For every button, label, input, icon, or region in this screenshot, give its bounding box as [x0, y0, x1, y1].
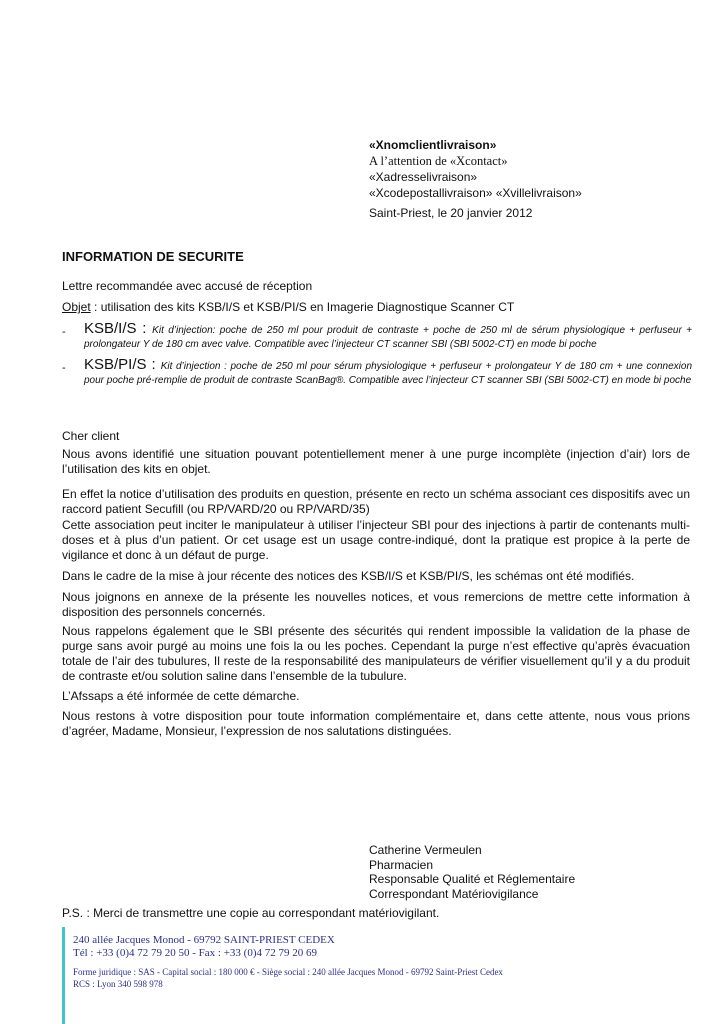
- signatory-role: Correspondant Matériovigilance: [369, 886, 539, 901]
- letter-date: Saint-Priest, le 20 janvier 2012: [369, 206, 533, 220]
- footer-phone: Tél : +33 (0)4 72 79 20 50 - Fax : +33 (0)4 72 79 20 69: [73, 947, 317, 959]
- footer-legal: [73, 966, 503, 990]
- body-paragraph: En effet la notice d’utilisation des produits en question, présente en recto un schéma associant ces dispositifs avec un raccord patient Secufill (ou RP/VARD/20 ou RP/VARD/35): [62, 487, 690, 516]
- footer-address: 240 allée Jacques Monod - 69792 SAINT-PRIEST CEDEX: [73, 934, 335, 946]
- subject-line: [62, 300, 514, 314]
- body-paragraph: Dans le cadre de la mise à jour récente des notices des KSB/I/S et KSB/PI/S, les schémas ont été modifiés.: [62, 569, 635, 583]
- signatory-role: Responsable Qualité et Réglementaire: [369, 872, 576, 886]
- salutation: Cher client: [62, 429, 120, 443]
- bullet-dash: -: [62, 326, 66, 338]
- footer-contact: [73, 934, 335, 960]
- signature-block: [369, 843, 575, 901]
- recipient-city-line: «Xcodepostallivraison» «Xvillelivraison»: [369, 186, 582, 200]
- kit-code: KSB/PI/S :: [84, 356, 161, 373]
- registered-mail-note: Lettre recommandée avec accusé de réception: [62, 279, 313, 293]
- recipient-block: [369, 137, 582, 201]
- footer-legal-form: Forme juridique : SAS - Capital social : 180 000 € - Siège social : 240 allée Jacques Monod - 69792 Saint-Priest Cedex: [73, 967, 503, 977]
- document-title: INFORMATION DE SECURITE: [62, 249, 244, 264]
- subject-text: : utilisation des kits KSB/I/S et KSB/PI/S en Imagerie Diagnostique Scanner CT: [90, 300, 515, 314]
- kit-item: [62, 358, 692, 387]
- signatory-name: Catherine Vermeulen: [369, 843, 482, 857]
- kit-description: Kit d’injection : poche de 250 ml pour sérum physiologique + perfuseur + prolongateur Y de 180 cm + une connexion pour poche pré-remplie de produit de contraste ScanBag®. Compatible avec l’injecteur CT scanner SBI (SBI 5002-CT) en mode bi poche: [84, 361, 693, 386]
- kit-code: KSB/I/S :: [84, 320, 153, 337]
- postscript: P.S. : Merci de transmettre une copie au correspondant matériovigilant.: [62, 906, 440, 920]
- recipient-attention: A l’attention de «Xcontact»: [369, 154, 508, 168]
- footer-rcs: RCS : Lyon 340 598 978: [73, 979, 163, 989]
- body-paragraph: L’Afssaps a été informée de cette démarche.: [62, 689, 300, 703]
- kit-description: Kit d’injection: poche de 250 ml pour produit de contraste + poche de 250 ml de sérum physiologique + perfuseur + prolongateur Y de 180 cm avec valve. Compatible avec l’injecteur CT scanner SBI (SBI 5002-CT) en mode bi poche: [84, 325, 692, 350]
- footer-accent-bar: [62, 927, 65, 1024]
- kit-item: [62, 322, 692, 351]
- recipient-name: «Xnomclientlivraison»: [369, 138, 497, 152]
- body-paragraph: Nous joignons en annexe de la présente les nouvelles notices, et vous remercions de mettre cette information à disposition des personnels concernés.: [62, 590, 690, 619]
- body-paragraph: Nous rappelons également que le SBI présente des sécurités qui rendent impossible la validation de la phase de purge sans avoir purgé au moins une fois la ou les poches. Cependant la purge n’est effective qu’après évacuation totale de l’air des tubulures, Il reste de la responsabilité des manipulateurs de vérifier visuellement qu’il y a du produit de contraste et/ou solution saline dans l’ensemble de la tubulure.: [62, 624, 690, 683]
- subject-label: Objet: [62, 300, 91, 314]
- body-paragraph: Cette association peut inciter le manipulateur à utiliser l’injecteur SBI pour des injections à partir de contenants multi-doses et à plus d’un patient. Or cet usage est un usage contre-indiqué, dont la pratique est propice à la perte de vigilance et donc à un défaut de purge.: [62, 518, 690, 562]
- body-paragraph: Nous restons à votre disposition pour toute information complémentaire et, dans cette attente, nous vous prions d’agréer, Madame, Monsieur, l’expression de nos salutations distinguées.: [62, 709, 690, 738]
- bullet-dash: -: [62, 362, 66, 374]
- signatory-role: Pharmacien: [369, 857, 434, 872]
- body-paragraph: Nous avons identifié une situation pouvant potentiellement mener à une purge incomplète (injection d’air) lors de l’utilisation des kits en objet.: [62, 447, 690, 476]
- recipient-address: «Xadresselivraison»: [369, 170, 478, 184]
